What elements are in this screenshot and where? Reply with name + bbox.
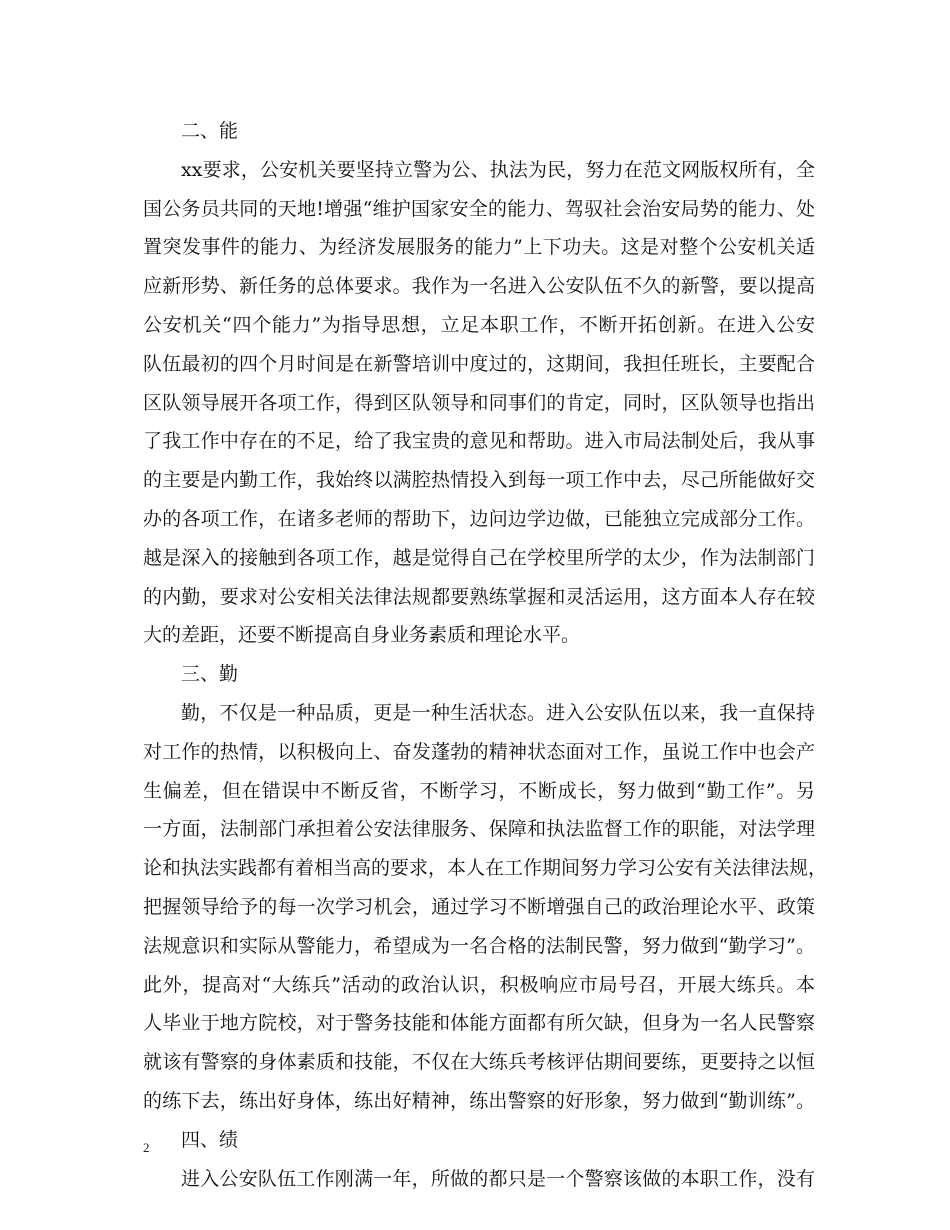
section-heading-ji: 四、绩 xyxy=(181,1128,239,1151)
paragraph-line: 办的各项工作，在诸多老师的帮助下，边问边学边做，已能独立完成部分工作。 xyxy=(143,507,815,530)
paragraph-line: 置突发事件的能力、为经济发展服务的能力”上下功夫。这是对整个公安机关适 xyxy=(143,236,815,259)
paragraph-line: 法规意识和实际从警能力，希望成为一名合格的法制民警，努力做到“勤学习”。 xyxy=(143,934,815,957)
paragraph-line: 一方面，法制部门承担着公安法律服务、保障和执法监督工作的职能，对法学理 xyxy=(143,818,815,841)
paragraph-line: 此外，提高对“大练兵”活动的政治认识，积极响应市局号召，开展大练兵。本 xyxy=(143,973,815,996)
section-heading-qin: 三、勤 xyxy=(181,663,239,686)
paragraph-line: 区队领导展开各项工作，得到区队领导和同事们的肯定，同时，区队领导也指出 xyxy=(143,391,815,414)
paragraph-line: 大的差距，还要不断提高自身业务素质和理论水平。 xyxy=(143,624,581,647)
paragraph-line: 把握领导给予的每一次学习机会，通过学习不断增强自己的政治理论水平、政策 xyxy=(143,895,815,918)
paragraph-line: 勤，不仅是一种品质，更是一种生活状态。进入公安队伍以来，我一直保持 xyxy=(181,701,815,724)
paragraph-line: 的内勤，要求对公安相关法律法规都要熟练掌握和灵活运用，这方面本人存在较 xyxy=(143,585,815,608)
paragraph-line: 论和执法实践都有着相当高的要求，本人在工作期间努力学习公安有关法律法规， xyxy=(143,857,828,880)
document-body xyxy=(143,112,828,1198)
paragraph-line: 对工作的热情，以积极向上、奋发蓬勃的精神状态面对工作，虽说工作中也会产 xyxy=(143,740,815,763)
paragraph-line: 人毕业于地方院校，对于警务技能和体能方面都有所欠缺，但身为一名人民警察 xyxy=(143,1012,815,1035)
paragraph-line: 了我工作中存在的不足，给了我宝贵的意见和帮助。进入市局法制处后，我从事 xyxy=(143,430,815,453)
paragraph-line: 就该有警察的身体素质和技能，不仅在大练兵考核评估期间要练，更要持之以恒 xyxy=(143,1051,815,1074)
paragraph-line: 国公务员共同的天地!增强“维护国家安全的能力、驾驭社会治安局势的能力、处 xyxy=(143,197,815,220)
paragraph-line: 队伍最初的四个月时间是在新警培训中度过的，这期间，我担任班长，主要配合 xyxy=(143,352,815,375)
section-heading-neng: 二、能 xyxy=(181,120,239,142)
paragraph-line: 的练下去，练出好身体，练出好精神，练出警察的好形象，努力做到“勤训练”。 xyxy=(143,1089,815,1112)
page-number: 2 xyxy=(143,1140,150,1155)
paragraph-line: 进入公安队伍工作刚满一年，所做的都只是一个警察该做的本职工作，没有 xyxy=(181,1167,815,1190)
paragraph-line: 公安机关“四个能力”为指导思想，立足本职工作，不断开拓创新。在进入公安 xyxy=(143,313,815,336)
paragraph-line: 生偏差，但在错误中不断反省，不断学习，不断成长，努力做到“勤工作”。另 xyxy=(143,779,815,802)
paragraph-line: 的主要是内勤工作，我始终以满腔热情投入到每一项工作中去，尽己所能做好交 xyxy=(143,469,815,492)
paragraph-line: xx要求，公安机关要坚持立警为公、执法为民，努力在范文网版权所有，全 xyxy=(181,158,815,181)
paragraph-line: 越是深入的接触到各项工作，越是觉得自己在学校里所学的太少，作为法制部门 xyxy=(143,546,815,569)
paragraph-line: 应新形势、新任务的总体要求。我作为一名进入公安队伍不久的新警，要以提高 xyxy=(143,275,815,298)
